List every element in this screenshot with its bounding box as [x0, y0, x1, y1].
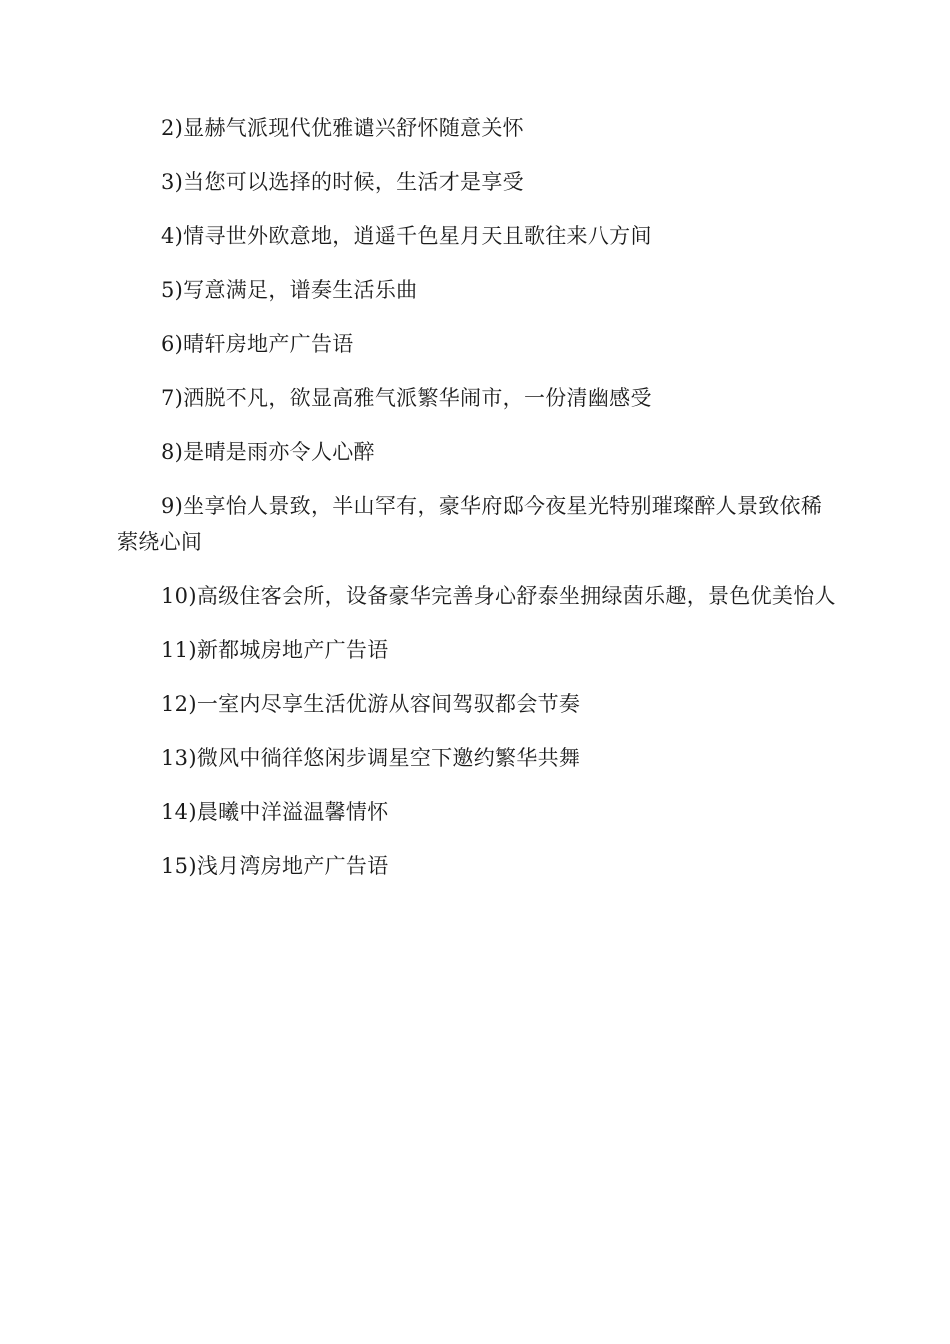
- paragraph: 10)高级住客会所，设备豪华完善身心舒泰坐拥绿茵乐趣，景色优美怡人: [161, 584, 836, 608]
- document-body: [117, 110, 837, 902]
- paragraph: 5)写意满足，谱奏生活乐曲: [161, 278, 418, 302]
- paragraph: 14)晨曦中洋溢温馨情怀: [161, 800, 389, 824]
- paragraph: 13)微风中徜徉悠闲步调星空下邀约繁华共舞: [161, 746, 581, 770]
- paragraph: 11)新都城房地产广告语: [161, 638, 389, 662]
- paragraph: 12)一室内尽享生活优游从容间驾驭都会节奏: [161, 692, 581, 716]
- paragraph: 7)洒脱不凡，欲显高雅气派繁华闹市，一份清幽感受: [161, 386, 652, 410]
- paragraph: 2)显赫气派现代优雅谴兴舒怀随意关怀: [161, 116, 524, 140]
- paragraph: 6)晴轩房地产广告语: [161, 332, 354, 356]
- paragraph: 8)是晴是雨亦令人心醉: [161, 440, 375, 464]
- paragraph: 9)坐享怡人景致，半山罕有，豪华府邸今夜星光特别璀璨醉人景致依稀萦绕心间: [117, 494, 823, 554]
- paragraph: 15)浅月湾房地产广告语: [161, 854, 389, 878]
- paragraph: 4)情寻世外欧意地，逍遥千色星月天且歌往来八方间: [161, 224, 652, 248]
- paragraph: 3)当您可以选择的时候，生活才是享受: [161, 170, 524, 194]
